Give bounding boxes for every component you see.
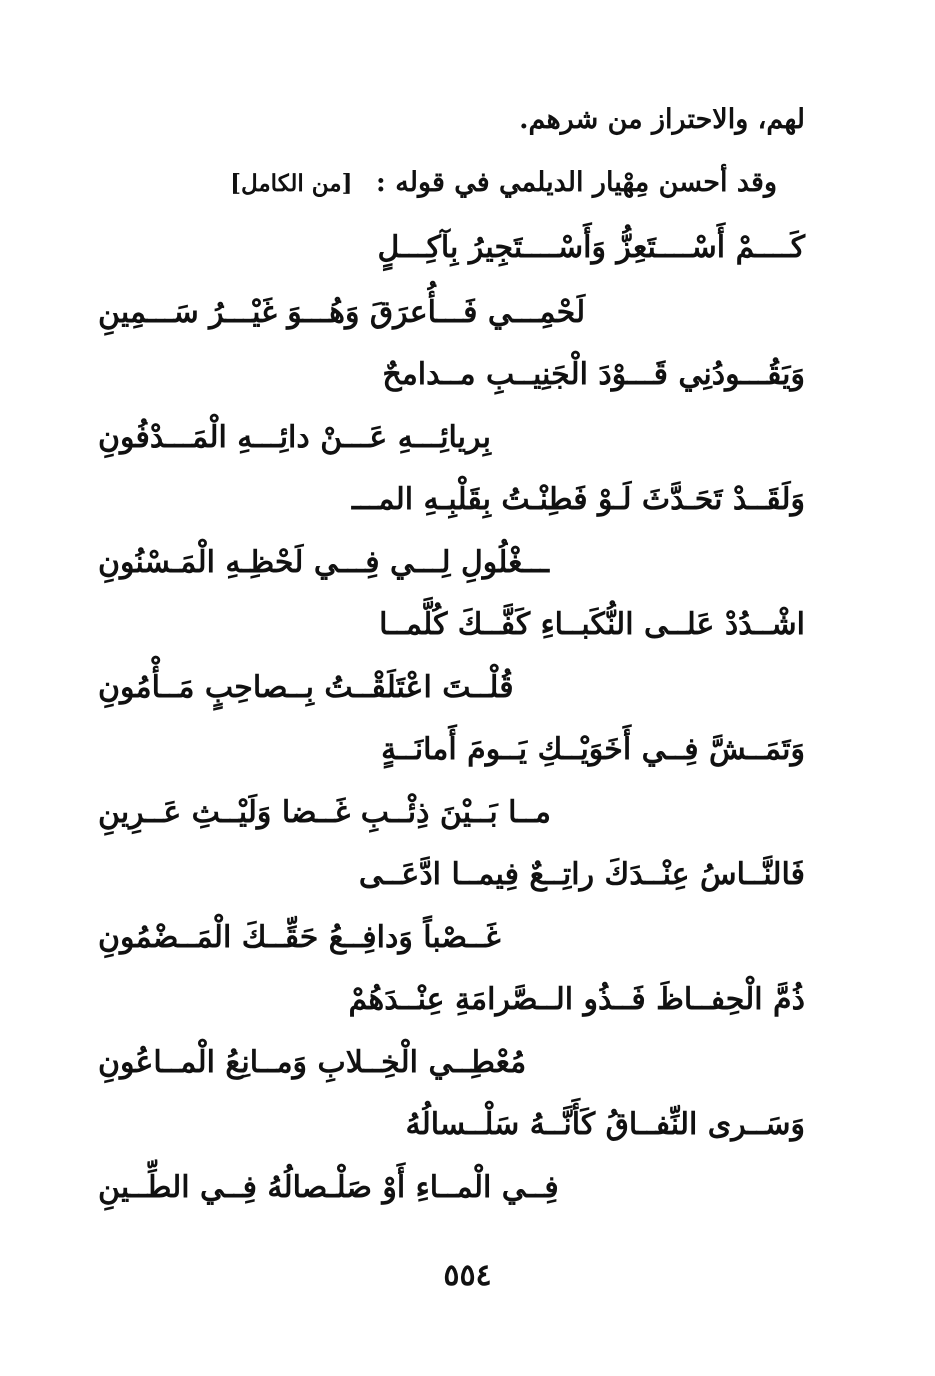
verse-first-hemistich: وَسَــرى النِّفــاقُ كَأَنَّــهُ سَلْــسالُهُ — [405, 1107, 805, 1142]
prose-line: لهم، والاحتراز من شرهم. — [519, 104, 805, 135]
verse-second-hemistich: فِــي الْمــاءِ أَوْ صَلْـصالُهُ فِــي الطِّــينِ — [98, 1170, 559, 1205]
verse-first-hemistich: كَــــمْ أَسْــــتَعِزُّ وَأَسْــــتَجِيرُ بِآكِـــلٍ — [377, 230, 805, 265]
verse-second-hemistich: غَــصْباً وَدافِــعُ حَقِّــكَ الْمَــضْمُونِ — [98, 920, 501, 955]
verse-first-hemistich: فَالنَّــاسُ عِنْــدَكَ راتِــعٌ فِيمــا ادَّعَــى — [358, 857, 805, 892]
verse-second-hemistich: مُعْطِــي الْخِــلابِ وَمــانِعُ الْمــاعُونِ — [98, 1045, 527, 1080]
verse-first-hemistich: وَلَقَــدْ تَحَـدَّثَ لَـوْ فَطِنْـتُ بِقَلْبِـهِ المـــ — [351, 482, 805, 517]
verse-second-hemistich: ـــغْلُولِ لِـــي فِـــي لَحْظِـهِ الْمَـسْنُونِ — [98, 545, 550, 580]
page-number: ٥٥٤ — [443, 1258, 492, 1293]
verse-second-hemistich: لَحْمِـــي فَـــأُعرَقَ وَهُـــوَ غَيْـــرُ سَـــمِينِ — [98, 295, 586, 330]
verse-second-hemistich: مــا بَــيْنَ ذِئْــبِ غَــضا وَلَيْــثِ عَــرِينِ — [98, 795, 551, 830]
poem-intro-text: وقد أحسن مِهْيار الديلمي في قوله : — [375, 167, 777, 198]
poem-intro-line — [230, 163, 777, 204]
verse-second-hemistich: قُلْــتَ اعْتَلَقْــتُ بِــصاحِبٍ مَــأْمُونِ — [98, 670, 514, 705]
meter-label: [من الكامل] — [230, 170, 353, 197]
verse-first-hemistich: اشْــدُدْ عَلــى النُّكَبــاءِ كَفَّــكَ كُلَّمــا — [379, 607, 805, 642]
verse-first-hemistich: وَيَقُـــودُنِي قَـــوْدَ الْجَنِيــبِ مــدامحٌ — [382, 357, 805, 392]
verse-first-hemistich: وَتَمَــشَّ فِــي أَخَوَيْــكِ يَــومَ أَمانَــةٍ — [381, 732, 805, 767]
verse-second-hemistich: بِريائِـــهِ عَـــنْ دائِـــهِ الْمَـــدْفُونِ — [98, 420, 491, 455]
verse-first-hemistich: ذُمَّ الْحِفــاظَ فَــذُو الــصَّرامَةِ عِنْــدَهُمْ — [348, 982, 805, 1017]
